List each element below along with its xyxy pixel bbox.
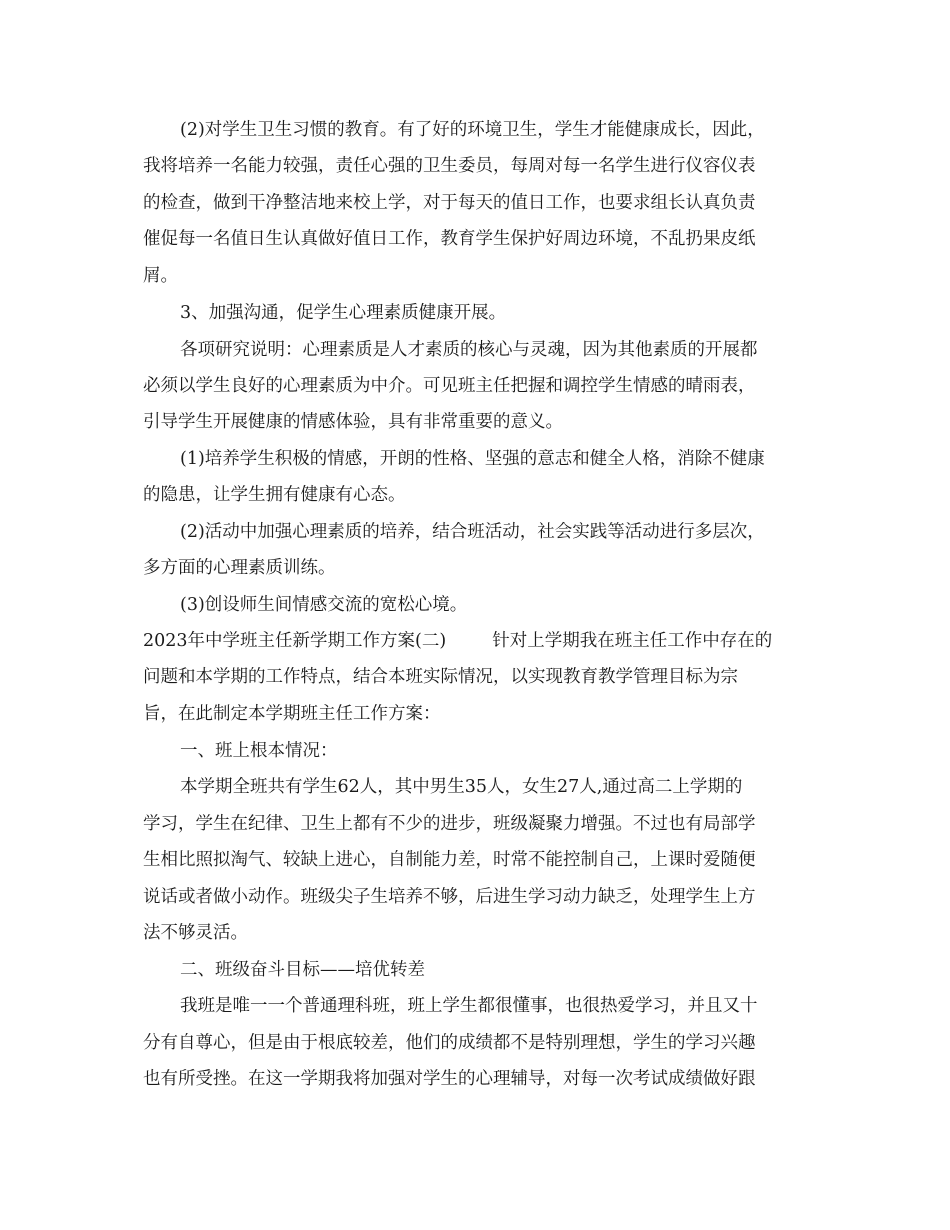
text-line: 针对上学期我在班主任工作中存在的: [492, 631, 773, 651]
text-line: 也有所受挫。在这一学期我将加强对学生的心理辅导，对每一次考试成绩做好跟: [143, 1069, 756, 1089]
text-line: 我班是唯一一个普通理科班，班上学生都很懂事，也很热爱学习，并且又十: [180, 996, 758, 1016]
text-line: 问题和本学期的工作特点，结合本班实际情况，以实现教育教学管理目标为宗: [143, 667, 738, 687]
text-line: 我将培养一名能力较强，责任心强的卫生委员，每周对每一名学生进行仪容仪表: [143, 156, 756, 176]
text-line: 必须以学生良好的心理素质为中介。可见班主任把握和调控学生情感的晴雨表，: [143, 376, 756, 396]
text-line: 的隐患，让学生拥有健康有心态。: [143, 485, 406, 505]
text-line: 各项研究说明：心理素质是人才素质的核心与灵魂，因为其他素质的开展都: [180, 340, 758, 360]
text-line: 旨，在此制定本学期班主任工作方案：: [143, 704, 441, 724]
section-heading: 一、班上根本情况：: [180, 741, 338, 761]
section-heading: 3、加强沟通，促学生心理素质健康开展。: [180, 303, 507, 323]
text-line: 的检查，做到干净整洁地来校上学，对于每天的值日工作，也要求组长认真负责: [143, 193, 756, 213]
text-line: 多方面的心理素质训练。: [143, 558, 336, 578]
text-line: 学习，学生在纪律、卫生上都有不少的进步，班级凝聚力增强。不过也有局部学: [143, 814, 756, 834]
text-line: 引导学生开展健康的情感体验，具有非常重要的意义。: [143, 412, 563, 432]
text-line: 分有自尊心，但是由于根底较差，他们的成绩都不是特别理想，学生的学习兴趣: [143, 1033, 756, 1053]
text-line: 法不够灵活。: [143, 923, 248, 943]
document-subtitle: 2023年中学班主任新学期工作方案(二): [143, 631, 447, 651]
text-line: 本学期全班共有学生62人，其中男生35人，女生27人,通过高二上学期的: [180, 777, 743, 797]
text-line: 生相比照拟淘气、较缺上进心，自制能力差，时常不能控制自己，上课时爱随便: [143, 850, 756, 870]
text-line: 屑。: [143, 266, 178, 286]
section-heading: 二、班级奋斗目标——培优转差: [180, 960, 425, 980]
text-line: (1)培养学生积极的情感，开朗的性格、坚强的意志和健全人格，消除不健康: [180, 449, 765, 469]
text-line: (3)创设师生间情感交流的宽松心境。: [180, 595, 468, 615]
title-line: [0, 629, 950, 653]
text-line: 催促每一名值日生认真做好值日工作，教育学生保护好周边环境，不乱扔果皮纸: [143, 229, 756, 249]
text-line: (2)活动中加强心理素质的培养，结合班活动，社会实践等活动进行多层次，: [180, 522, 765, 542]
text-line: (2)对学生卫生习惯的教育。有了好的环境卫生，学生才能健康成长，因此，: [180, 120, 765, 140]
text-line: 说话或者做小动作。班级尖子生培养不够，后进生学习动力缺乏，处理学生上方: [143, 887, 756, 907]
